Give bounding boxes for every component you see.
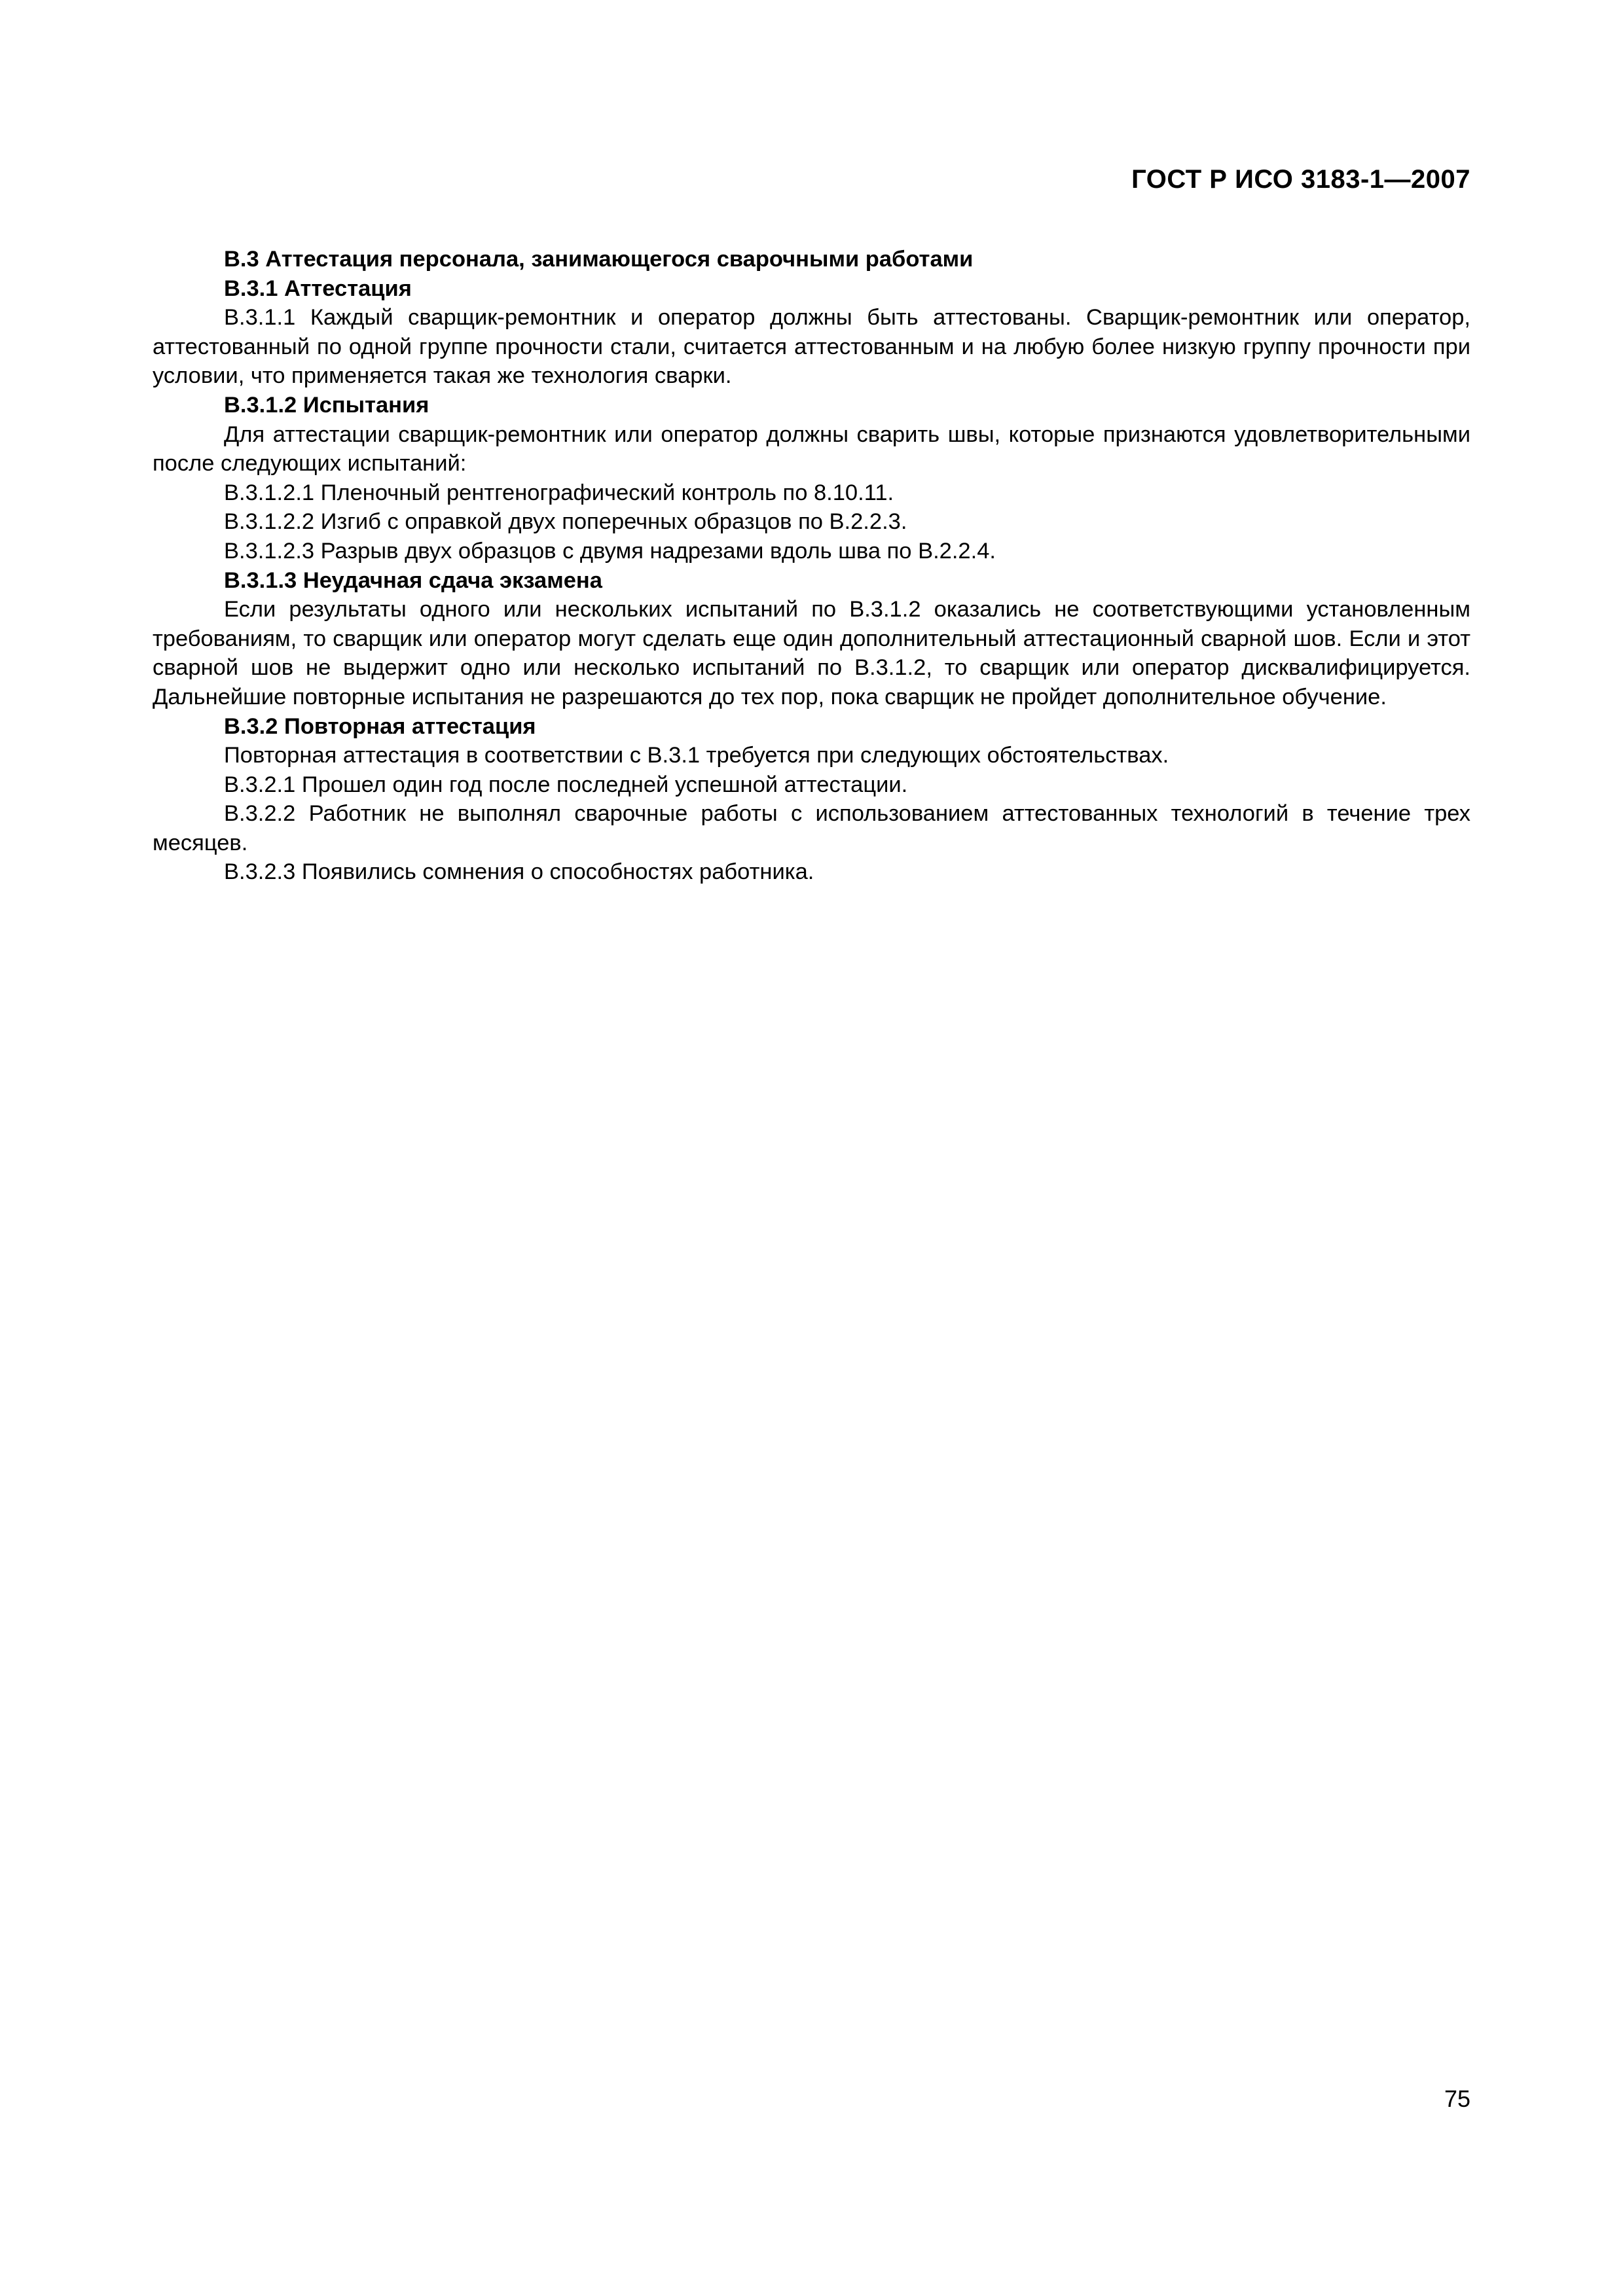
document-code: ГОСТ Р ИСО 3183-1—2007: [1131, 165, 1470, 194]
section-heading-b3-1: B.3.1 Аттестация: [224, 276, 412, 301]
paragraph-b3-1-2-3: B.3.1.2.3 Разрыв двух образцов с двумя надрезами вдоль шва по B.2.2.4.: [224, 538, 996, 564]
paragraph-b3-2-2: B.3.2.2 Работник не выполнял сварочные работы с использованием аттестованных технологий в течение трех месяцев.: [153, 801, 1470, 855]
section-heading-b3: B.3 Аттестация персонала, занимающегося сварочными работами: [224, 247, 974, 272]
paragraph-b3-1-2-1: B.3.1.2.1 Пленочный рентгенографический контроль по 8.10.11.: [224, 480, 894, 505]
paragraph-requalification-intro: Повторная аттестация в соответствии с B.3.1 требуется при следующих обстоятельствах.: [224, 743, 1169, 768]
paragraph-tests-intro: Для аттестации сварщик-ремонтник или оператор должны сварить швы, которые признаются удовлетворительными после следующих испытаний:: [153, 422, 1470, 476]
paragraph-failed-exam: Если результаты одного или нескольких испытаний по B.3.1.2 оказались не соответствующими установленным требованиям, то сварщик или оператор могут сделать еще один дополнительный аттестационный сварной шов. Если и этот сварной шов не выдержит одно или несколько испытаний по B.3.1.2, то сварщик или оператор дисквалифицируется. Дальнейшие повторные испытания не разрешаются до тех пор, пока сварщик не пройдет дополнительное обучение.: [153, 597, 1470, 709]
paragraph-b3-2-1: B.3.2.1 Прошел один год после последней успешной аттестации.: [224, 772, 908, 797]
paragraph-b3-1-2-2: B.3.1.2.2 Изгиб с оправкой двух поперечных образцов по B.2.2.3.: [224, 509, 907, 535]
section-heading-b3-1-2: B.3.1.2 Испытания: [224, 392, 429, 418]
document-body: [153, 245, 1470, 887]
section-heading-b3-2: B.3.2 Повторная аттестация: [224, 713, 536, 739]
paragraph-b3-1-1: B.3.1.1 Каждый сварщик-ремонтник и оператор должны быть аттестованы. Сварщик-ремонтник или оператор, аттестованный по одной группе прочности стали, считается аттестованным и на любую более низкую группу прочности при условии, что применяется такая же технология сварки.: [153, 305, 1470, 389]
page-number: 75: [1444, 2085, 1470, 2112]
paragraph-b3-2-3: B.3.2.3 Появились сомнения о способностях работника.: [224, 859, 814, 885]
section-heading-b3-1-3: B.3.1.3 Неудачная сдача экзамена: [224, 567, 602, 593]
